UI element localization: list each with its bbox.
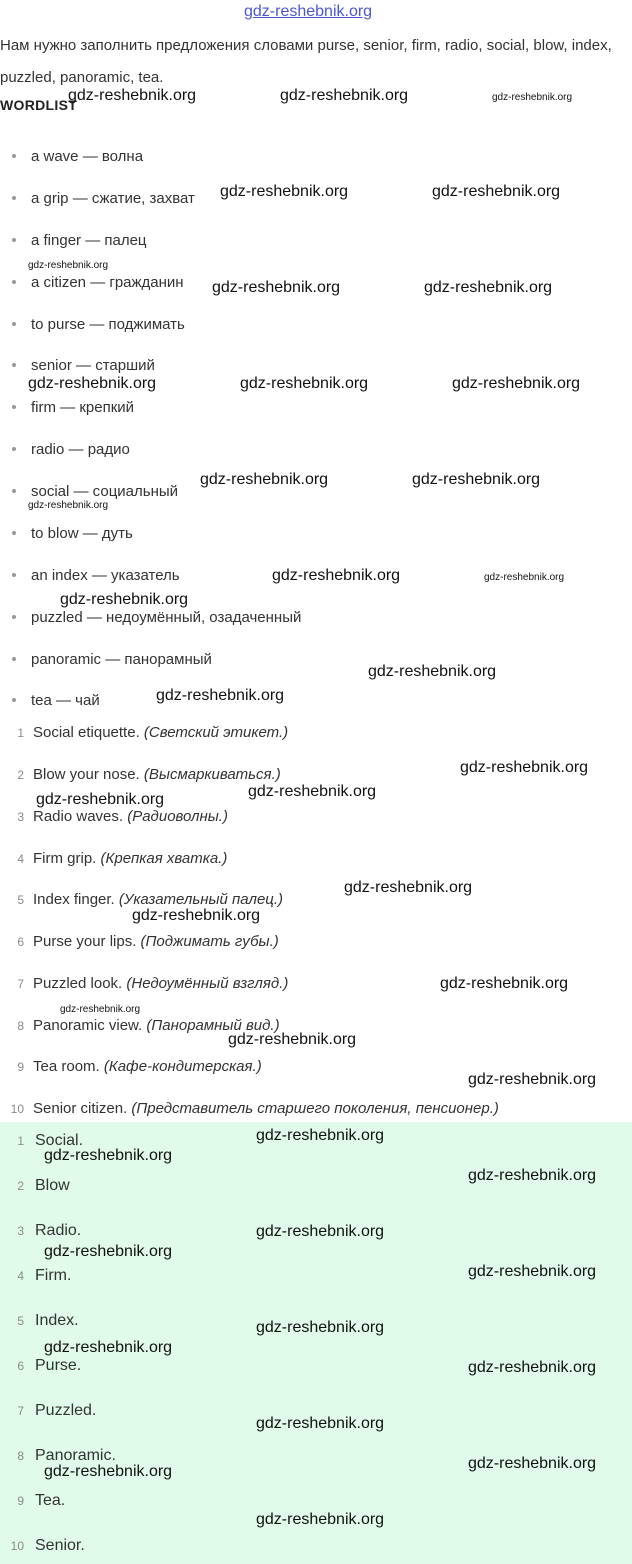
watermark-text: gdz-reshebnik.org <box>412 471 541 488</box>
intro-text: Нам нужно заполнить предложения словами purse, senior, firm, radio, social, blow, index, puzzled, panoramic, tea. <box>0 37 612 86</box>
watermark-text: gdz-reshebnik.org <box>256 1415 385 1432</box>
answer-item: 5 Index. <box>17 1312 79 1329</box>
watermark-text: gdz-reshebnik.org <box>156 687 285 704</box>
bullet-icon <box>12 489 16 493</box>
exercise-item: 7 Puzzled look. (Недоумённый взгляд.) <box>17 975 289 992</box>
wordlist-item: tea — чай <box>12 691 100 711</box>
bullet-icon <box>12 238 16 242</box>
wordlist-item: a citizen — гражданин <box>12 273 184 293</box>
bullet-icon <box>12 196 16 200</box>
header-watermark-link[interactable]: gdz-reshebnik.org <box>244 3 373 20</box>
wordlist-item: radio — радио <box>12 440 130 460</box>
watermark-text: gdz-reshebnik.org <box>68 87 197 104</box>
watermark-text: gdz-reshebnik.org <box>44 1243 173 1260</box>
bullet-icon <box>12 154 16 158</box>
answer-item: 4 Firm. <box>17 1267 72 1284</box>
exercise-item: 2 Blow your nose. (Высмаркиваться.) <box>17 766 281 783</box>
watermark-text: gdz-reshebnik.org <box>28 375 157 392</box>
watermark-text: gdz-reshebnik.org <box>228 1031 357 1048</box>
bullet-icon <box>12 657 16 661</box>
exercise-item: 3 Radio waves. (Радиоволны.) <box>17 808 228 825</box>
exercise-item: 4 Firm grip. (Крепкая хватка.) <box>17 850 228 867</box>
watermark-text: gdz-reshebnik.org <box>256 1511 385 1528</box>
exercise-item: 5 Index finger. (Указательный палец.) <box>17 891 284 908</box>
wordlist-item: to blow — дуть <box>12 524 133 544</box>
watermark-text: gdz-reshebnik.org <box>460 759 589 776</box>
wordlist-heading: WORDLIST <box>0 97 78 113</box>
answer-item: 6 Purse. <box>17 1357 82 1374</box>
wordlist-item: to purse — поджимать <box>12 315 185 335</box>
watermark-text: gdz-reshebnik.org <box>468 1071 597 1088</box>
bullet-icon <box>12 531 16 535</box>
watermark-text: gdz-reshebnik.org <box>212 279 341 296</box>
watermark-text: gdz-reshebnik.org <box>432 183 561 200</box>
exercise-item: 8 Panoramic view. (Панорамный вид.) <box>17 1017 280 1034</box>
wordlist-item: senior — старший <box>12 356 155 376</box>
watermark-text: gdz-reshebnik.org <box>280 87 409 104</box>
watermark-text: gdz-reshebnik.org <box>28 500 109 511</box>
watermark-text: gdz-reshebnik.org <box>440 975 569 992</box>
wordlist-item: a grip — сжатие, захват <box>12 189 195 209</box>
watermark-text: gdz-reshebnik.org <box>28 260 109 271</box>
watermark-text: gdz-reshebnik.org <box>132 907 261 924</box>
watermark-text: gdz-reshebnik.org <box>452 375 581 392</box>
wordlist-item: firm — крепкий <box>12 398 134 418</box>
wordlist-item: social — социальный <box>12 482 178 502</box>
answer-item: 10 Senior. <box>10 1537 85 1554</box>
watermark-text: gdz-reshebnik.org <box>60 1004 141 1015</box>
answer-item: 2 Blow <box>17 1177 70 1194</box>
bullet-icon <box>12 447 16 451</box>
wordlist-item: an index — указатель <box>12 566 180 586</box>
watermark-text: gdz-reshebnik.org <box>424 279 553 296</box>
bullet-icon <box>12 573 16 577</box>
watermark-text: gdz-reshebnik.org <box>484 572 565 583</box>
bullet-icon <box>12 405 16 409</box>
answer-item: 3 Radio. <box>17 1222 82 1239</box>
watermark-text: gdz-reshebnik.org <box>60 591 189 608</box>
watermark-text: gdz-reshebnik.org <box>272 567 401 584</box>
watermark-text: gdz-reshebnik.org <box>368 663 497 680</box>
bullet-icon <box>12 322 16 326</box>
watermark-text: gdz-reshebnik.org <box>44 1147 173 1164</box>
bullet-icon <box>12 615 16 619</box>
exercise-item: 1 Social etiquette. (Светский этикет.) <box>17 724 289 741</box>
watermark-text: gdz-reshebnik.org <box>240 375 369 392</box>
answer-item: 8 Panoramic. <box>17 1447 116 1464</box>
bullet-icon <box>12 280 16 284</box>
watermark-text: gdz-reshebnik.org <box>248 783 377 800</box>
watermark-text: gdz-reshebnik.org <box>44 1339 173 1356</box>
exercise-item: 10 Senior citizen. (Представитель старшего поколения, пенсионер.) <box>10 1100 499 1117</box>
watermark-text: gdz-reshebnik.org <box>492 92 573 103</box>
exercise-item: 9 Tea room. (Кафе-кондитерская.) <box>17 1058 262 1075</box>
watermark-text: gdz-reshebnik.org <box>468 1167 597 1184</box>
exercise-item: 6 Purse your lips. (Поджимать губы.) <box>17 933 279 950</box>
wordlist-item: a finger — палец <box>12 231 147 251</box>
wordlist-item: a wave — волна <box>12 147 143 167</box>
answer-item: 1 Social. <box>17 1132 84 1149</box>
answer-item: 7 Puzzled. <box>17 1402 97 1419</box>
bullet-icon <box>12 363 16 367</box>
watermark-text: gdz-reshebnik.org <box>256 1127 385 1144</box>
wordlist-item: puzzled — недоумённый, озадаченный <box>12 608 301 628</box>
watermark-text: gdz-reshebnik.org <box>468 1359 597 1376</box>
watermark-text: gdz-reshebnik.org <box>344 879 473 896</box>
watermark-text: gdz-reshebnik.org <box>256 1319 385 1336</box>
watermark-text: gdz-reshebnik.org <box>36 791 165 808</box>
wordlist-item: panoramic — панорамный <box>12 650 212 670</box>
watermark-text: gdz-reshebnik.org <box>220 183 349 200</box>
watermark-text: gdz-reshebnik.org <box>468 1455 597 1472</box>
watermark-text: gdz-reshebnik.org <box>256 1223 385 1240</box>
watermark-text: gdz-reshebnik.org <box>44 1463 173 1480</box>
bullet-icon <box>12 698 16 702</box>
watermark-text: gdz-reshebnik.org <box>200 471 329 488</box>
answer-item: 9 Tea. <box>17 1492 66 1509</box>
watermark-text: gdz-reshebnik.org <box>468 1263 597 1280</box>
